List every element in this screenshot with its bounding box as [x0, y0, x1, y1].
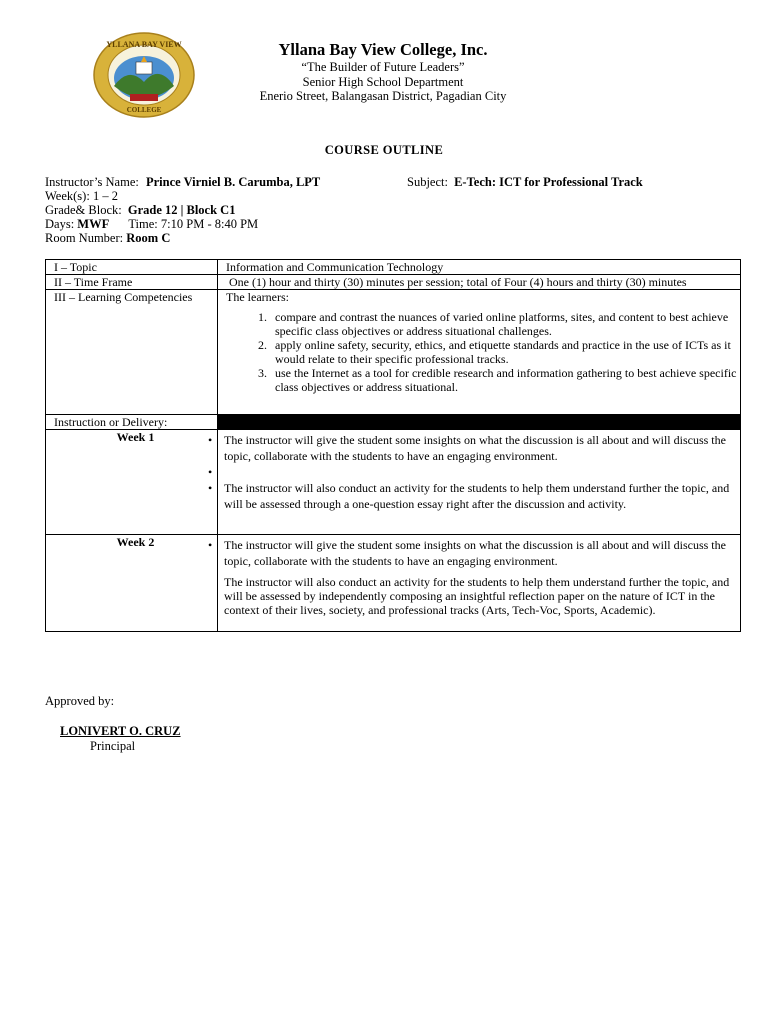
grade-line	[45, 203, 235, 217]
subject-value: E-Tech: ICT for Professional Track	[454, 175, 643, 189]
weeks-line	[45, 189, 118, 203]
instructor-label: Instructor’s Name:	[45, 175, 139, 189]
subject-label: Subject:	[407, 175, 448, 189]
principal-name: LONIVERT O. CRUZ	[60, 724, 181, 738]
days-value: MWF	[77, 217, 110, 231]
schedule-line	[45, 217, 258, 231]
competency-item: 1. compare and contrast the nuances of varied online platforms, sites, and content to best achieve specific class objectives or address situational challenges.	[270, 310, 740, 338]
timeframe-value: One (1) hour and thirty (30) minutes per session; total of Four (4) hours and thirty (30) minutes	[218, 275, 741, 290]
timeframe-label: II – Time Frame	[46, 275, 218, 290]
list-item	[208, 480, 732, 512]
time-label: Time:	[128, 217, 158, 231]
week1-content	[208, 430, 740, 514]
competencies-label: III – Learning Competencies	[46, 290, 218, 415]
topic-label: I – Topic	[46, 260, 218, 275]
bullet-icon: •	[208, 433, 213, 447]
bullet-icon: •	[208, 538, 213, 552]
grade-label: Grade& Block:	[45, 203, 122, 217]
days-label: Days:	[45, 217, 75, 231]
week2-cell	[208, 535, 741, 632]
room-label: Room Number:	[45, 231, 124, 245]
competency-item: 3. use the Internet as a tool for credible research and information gathering to best achieve specific class objectives or address situational.	[270, 366, 740, 394]
document-title: COURSE OUTLINE	[324, 143, 444, 157]
list-item	[208, 537, 732, 569]
list-item	[208, 464, 732, 480]
delivery-row	[46, 415, 741, 430]
week1-cell	[208, 430, 741, 535]
department-name: Senior High School Department	[302, 74, 464, 89]
grade-value: Grade 12 | Block C1	[127, 203, 236, 217]
svg-text:COLLEGE: COLLEGE	[126, 106, 162, 114]
competency-item: 2. apply online safety, security, ethics, and etiquette standards and practice in the use of ICTs as it would relate to their specific professional tracks.	[270, 338, 740, 366]
course-outline-table	[45, 259, 741, 632]
weeks-value: 1 – 2	[92, 189, 118, 203]
approved-by-label: Approved by:	[45, 694, 115, 708]
week2-paragraph: The instructor will also conduct an activity for the students to help them understand further the topic, and will be assessed by independently composing an insightful reflection paper on the nature of ICT in the context of their lives, society, and professional tracks (Arts, Tech-Voc, Sports, Academic).	[224, 575, 730, 617]
list-item	[208, 432, 732, 464]
topic-row	[46, 260, 741, 275]
room-line	[45, 231, 170, 245]
competencies-intro: The learners:	[226, 290, 289, 304]
instructor-line	[45, 175, 320, 189]
competencies-row	[46, 290, 741, 415]
bullet-icon: •	[208, 481, 213, 495]
college-logo	[93, 32, 195, 118]
delivery-black-cell	[218, 415, 741, 430]
bullet-icon: •	[208, 465, 213, 479]
week2-row	[46, 535, 741, 632]
topic-value: Information and Communication Technology	[218, 260, 741, 275]
week2-item-text: The instructor will give the student some insights on what the discussion is all about and will discuss the topic, collaborate with the students to have an engaging environment.	[224, 538, 726, 568]
week1-item-text: The instructor will also conduct an activity for the students to help them understand further the topic, and will be assessed through a one-question essay right after the discussion and activity.	[224, 481, 730, 511]
school-address: Enerio Street, Balangasan District, Pagadian City	[259, 89, 507, 103]
competencies-list	[226, 310, 740, 394]
week2-content	[208, 535, 740, 619]
subject-line	[407, 175, 643, 189]
instructor-name: Prince Virniel B. Carumba, LPT	[145, 175, 321, 189]
principal-title: Principal	[90, 739, 136, 753]
week1-item-text: The instructor will give the student some insights on what the discussion is all about and will discuss the topic, collaborate with the students to have an engaging environment.	[224, 433, 726, 463]
weeks-label: Week(s):	[45, 189, 90, 203]
school-motto: “The Builder of Future Leaders”	[301, 60, 465, 74]
week2-label: Week 2	[46, 535, 218, 632]
competencies-cell	[218, 290, 741, 415]
school-header	[190, 40, 576, 104]
week1-label: Week 1	[46, 430, 218, 535]
svg-text:YLLANA BAY VIEW: YLLANA BAY VIEW	[106, 40, 182, 49]
time-value: 7:10 PM - 8:40 PM	[160, 217, 259, 231]
timeframe-row	[46, 275, 741, 290]
week1-row	[46, 430, 741, 535]
room-value: Room C	[126, 231, 171, 245]
school-name: Yllana Bay View College, Inc.	[278, 40, 488, 59]
delivery-label: Instruction or Delivery:	[46, 415, 218, 430]
